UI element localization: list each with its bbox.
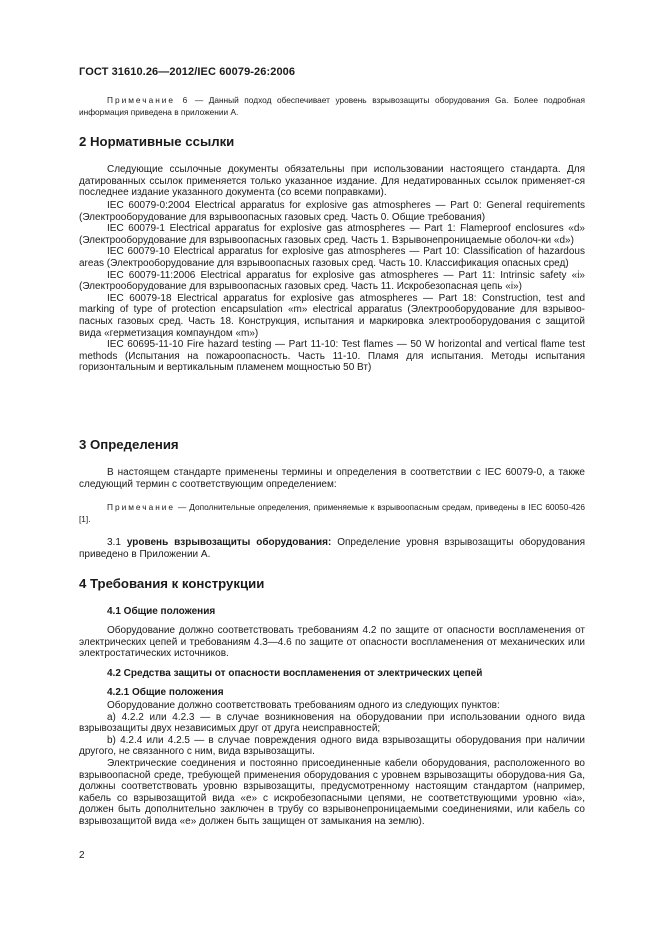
section-4-2-1-p1: Оборудование должно соответствовать требованиям одного из следующих пунктов: (107, 700, 500, 711)
reference-item: IEC 60079-10 Electrical apparatus for explosive gas atmospheres — Part 10: Classification of hazardous areas (Электрооборудование для взрывоопасных газовых сред. Часть 10. Классификация опасных сред) (79, 246, 585, 269)
section-2-intro: Следующие ссылочные документы обязательны при использовании настоящего стандарта. Для датированных ссылок применяется только указанное издание. Для недатированных ссылок применяет-ся последнее издание указанного документа (со всеми поправками). (79, 164, 585, 199)
reference-item: IEC 60079-18 Electrical apparatus for explosive gas atmospheres — Part 18: Construction, test and marking of type of protection encapsulation «m» electrical apparatus (Электрооборудование для взрывоо-пасных газовых сред. Часть 18. Конструкция, испытания и маркировка электрооборудования с защитой вида «герметизация компаундом «m») (79, 292, 585, 339)
reference-item: IEC 60695-11-10 Fire hazard testing — Part 11-10: Test flames — 50 W horizontal and vertical flame test methods (Испытания на пожароопасность. Часть 11-10. Пламя для испытания. Методы испытания горизонтальным и вертикальным пламенем мощностью 50 Вт) (79, 339, 585, 374)
document-header: ГОСТ 31610.26—2012/IEC 60079-26:2006 (79, 66, 296, 78)
section-4-heading: 4 Требования к конструкции (79, 576, 265, 591)
term-number: 3.1 (107, 537, 127, 548)
reference-item: IEC 60079-11:2006 Electrical apparatus for explosive gas atmospheres — Part 11: Intrinsic safety «i» (Электрооборудование для взрывоопасных газовых сред. Часть 11. Искробезопасная цепь «i») (79, 269, 585, 293)
list-item-b: b) 4.2.4 или 4.2.5 — в случае повреждения одного вида взрывозащиты оборудования при наличии другого, не связанного с ним, вида взрывозащиты. (79, 734, 585, 758)
reference-item: IEC 60079-1 Electrical apparatus for explosive gas atmospheres — Part 1: Flameproof enclosures «d» (Электрооборудование для взрывоопасных газовых сред. Часть 1. Взрывонепроницаемые оболоч-ки «d») (79, 223, 585, 246)
section-3-note (79, 502, 585, 525)
section-4-2-heading: 4.2 Средства защиты от опасности воспламенения от электрических цепей (107, 668, 483, 679)
normative-references-list (79, 200, 585, 374)
reference-item: IEC 60079-0:2004 Electrical apparatus for explosive gas atmospheres — Part 0: General requirements (Электрооборудование для взрывоопасных газовых сред. Часть 0. Общие требования) (79, 200, 585, 223)
section-3-intro: В настоящем стандарте применены термины и определения в соответствии с IEC 60079-0, а также следующий термин с соответствующим определением: (79, 467, 585, 490)
note-6-text: — Данный подход обеспечивает уровень взрывозащиты оборудования Ga. Более подробная информация приведена в приложении А. (79, 95, 585, 117)
section-4-2-1-body (79, 700, 585, 828)
section-3-note-text: — Дополнительные определения, применяемые к взрывоопасным средам, приведены в IEC 60050-426 [1]. (79, 502, 585, 524)
section-2-heading: 2 Нормативные ссылки (79, 134, 235, 149)
section-3-note-label: Примечание (107, 502, 176, 512)
term-3-1 (79, 537, 585, 560)
note-6 (79, 95, 585, 118)
term-definition: Определение уровня взрывозащиты оборудования приведено в Приложении А. (79, 537, 585, 560)
list-item-a: a) 4.2.2 или 4.2.3 — в случае возникновения на оборудовании при использовании одного вида взрывозащиты двух независимых друг от друга неисправностей; (79, 711, 585, 735)
term-name: уровень взрывозащиты оборудования: (126, 537, 332, 548)
section-4-2-1-heading: 4.2.1 Общие положения (107, 687, 224, 698)
section-4-2-1-p2: Электрические соединения и постоянно присоединенные кабели оборудования, расположенного во взрывоопасной среде, требующей применения оборудования с уровнем взрывозащиты оборудова-ния Ga, должны соответствовать уровню взрывозащиты, предусмотренному настоящим стандартом (например, кабель со взрывозащитой вида «е» с искробезопасными цепями, не соответствующими уровню «ia», должен быть дополнительно заключен в трубу со взрывонепроницаемыми соединениями, или кабель со взрывозащитой вида «е» должен быть защищен от замыкания на землю). (79, 757, 585, 827)
section-4-1-text: Оборудование должно соответствовать требованиям 4.2 по защите от опасности воспламенения от электрических цепей и требованиям 4.3—4.6 по защите от опасности воспламенения от механических или электростатических источников. (79, 625, 585, 660)
note-6-label: Примечание 6 (107, 95, 190, 105)
page-number: 2 (79, 850, 85, 861)
section-4-1-heading: 4.1 Общие положения (107, 606, 216, 617)
section-3-heading: 3 Определения (79, 437, 179, 452)
